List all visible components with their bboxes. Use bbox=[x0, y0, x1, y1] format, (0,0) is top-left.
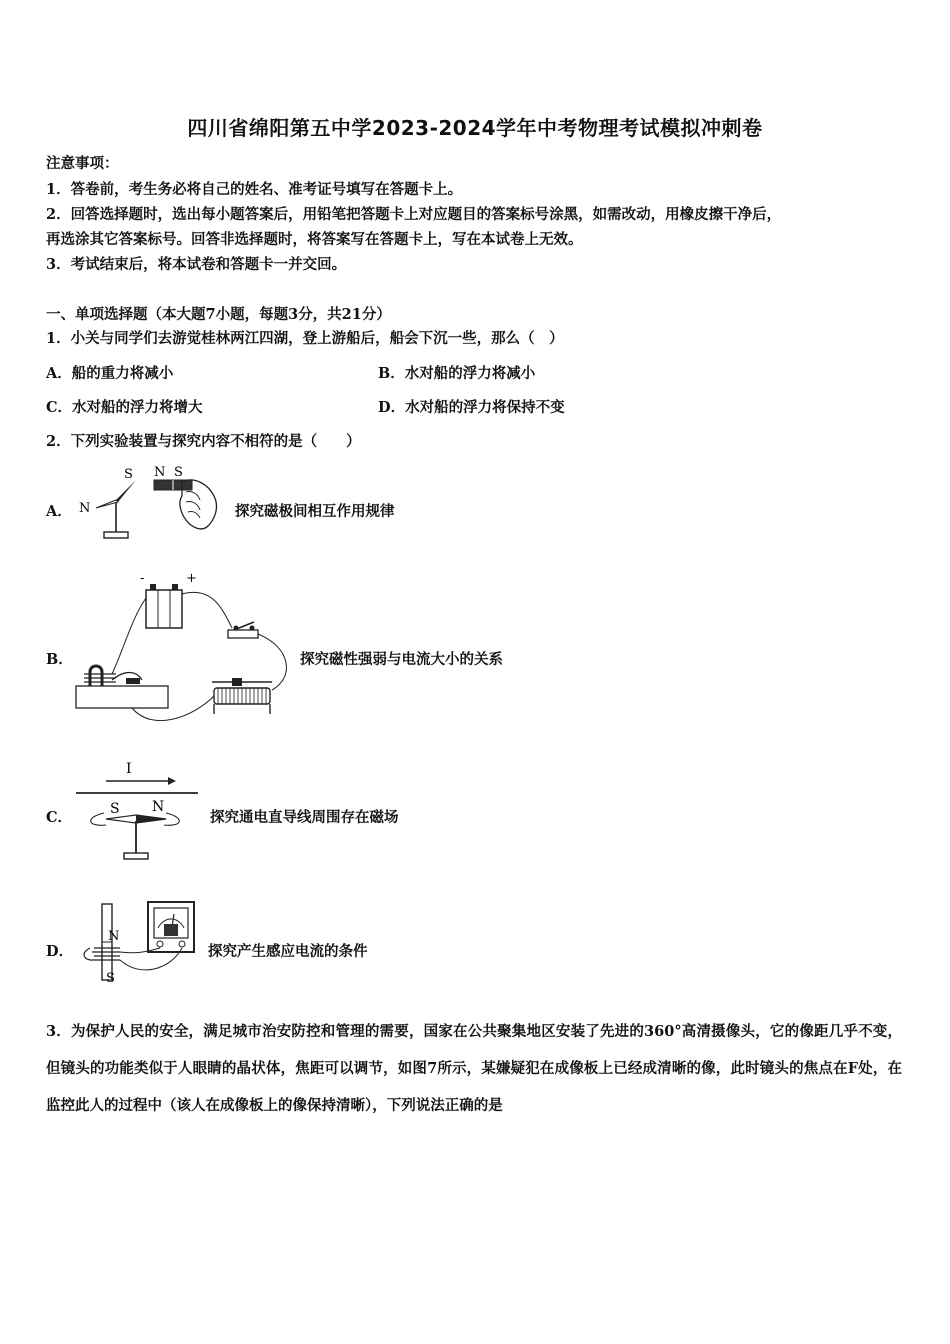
section-heading: 一、单项选择题（本大题7小题，每题3分，共21分） bbox=[46, 306, 391, 323]
question-1-option-d: D．水对船的浮力将保持不变 bbox=[378, 399, 565, 416]
magnet-compass-figure bbox=[74, 462, 224, 544]
induction-figure bbox=[80, 898, 202, 988]
fig-a-label-n1: N bbox=[79, 501, 91, 516]
question-2-option-a-label: A． bbox=[46, 503, 72, 520]
question-2-option-d-label: D． bbox=[46, 943, 74, 960]
switch-icon bbox=[228, 622, 258, 638]
notice-item-1: 1．答卷前，考生务必将自己的姓名、准考证号填写在答题卡上。 bbox=[46, 181, 463, 198]
question-3-text: 3．为保护人民的安全，满足城市治安防控和管理的需要，国家在公共聚集地区安装了先进的360°高清摄像头，它的像距几乎不变，但镜头的功能类似于人眼睛的晶状体，焦距可以调节，如图7所示，某嫌疑犯在成像板上已经成清晰的像，此时镜头的焦点在F处，在监控此人的过程中（该人在成像板上的像保持清晰），下列说法正确的是 bbox=[46, 1023, 902, 1114]
question-2-stem: 2．下列实验装置与探究内容不相符的是（ ） bbox=[46, 433, 361, 450]
fig-a-label-s2: S bbox=[174, 465, 183, 480]
question-1-option-b: B．水对船的浮力将减小 bbox=[378, 365, 536, 382]
fig-d-label-n: N bbox=[108, 929, 120, 944]
question-1-option-c: C．水对船的浮力将增大 bbox=[46, 399, 203, 416]
fig-a-label-s1: S bbox=[124, 467, 133, 482]
compass-needle-icon bbox=[96, 480, 136, 538]
question-2-option-b-text: 探究磁性强弱与电流大小的关系 bbox=[300, 651, 503, 668]
electromagnet-icon bbox=[76, 666, 168, 708]
question-2-option-c-label: C． bbox=[46, 809, 73, 826]
fig-d-label-s: S bbox=[106, 971, 115, 986]
question-2-option-b-label: B． bbox=[46, 651, 73, 668]
fig-a-label-n2: N bbox=[154, 465, 166, 480]
bar-magnet-icon bbox=[154, 480, 216, 529]
fig-c-label-s: S bbox=[110, 801, 120, 817]
page-title: 四川省绵阳第五中学2023-2024学年中考物理考试模拟冲刺卷 bbox=[187, 116, 763, 140]
notice-item-2: 2．回答选择题时，选出每小题答案后，用铅笔把答题卡上对应题目的答案标号涂黑，如需改动，用橡皮擦干净后， bbox=[46, 206, 782, 223]
fig-c-label-current: I bbox=[126, 761, 132, 777]
notice-heading: 注意事项： bbox=[46, 155, 119, 172]
rheostat-icon bbox=[212, 678, 272, 714]
battery-icon bbox=[146, 584, 182, 628]
notice-item-2-cont: 再选涂其它答案标号。回答非选择题时，将答案写在答题卡上，写在本试卷上无效。 bbox=[46, 231, 583, 248]
fig-b-label-plus: + bbox=[186, 571, 197, 586]
electromagnet-circuit-figure bbox=[72, 568, 297, 738]
straight-wire-figure bbox=[76, 757, 200, 867]
galvanometer-icon bbox=[148, 902, 194, 952]
notice-item-3: 3．考试结束后，将本试卷和答题卡一并交回。 bbox=[46, 256, 347, 273]
question-2-option-d-text: 探究产生感应电流的条件 bbox=[208, 943, 368, 960]
question-1-stem: 1．小关与同学们去游觉桂林两江四湖，登上游船后，船会下沉一些，那么（ ） bbox=[46, 330, 564, 347]
question-1-option-a: A．船的重力将减小 bbox=[46, 365, 174, 382]
fig-c-label-n: N bbox=[152, 799, 165, 815]
fig-b-label-minus: - bbox=[140, 571, 145, 586]
question-2-option-c-text: 探究通电直导线周围存在磁场 bbox=[210, 809, 399, 826]
question-2-option-a-text: 探究磁极间相互作用规律 bbox=[235, 503, 395, 520]
compass-needle-icon bbox=[91, 813, 180, 859]
